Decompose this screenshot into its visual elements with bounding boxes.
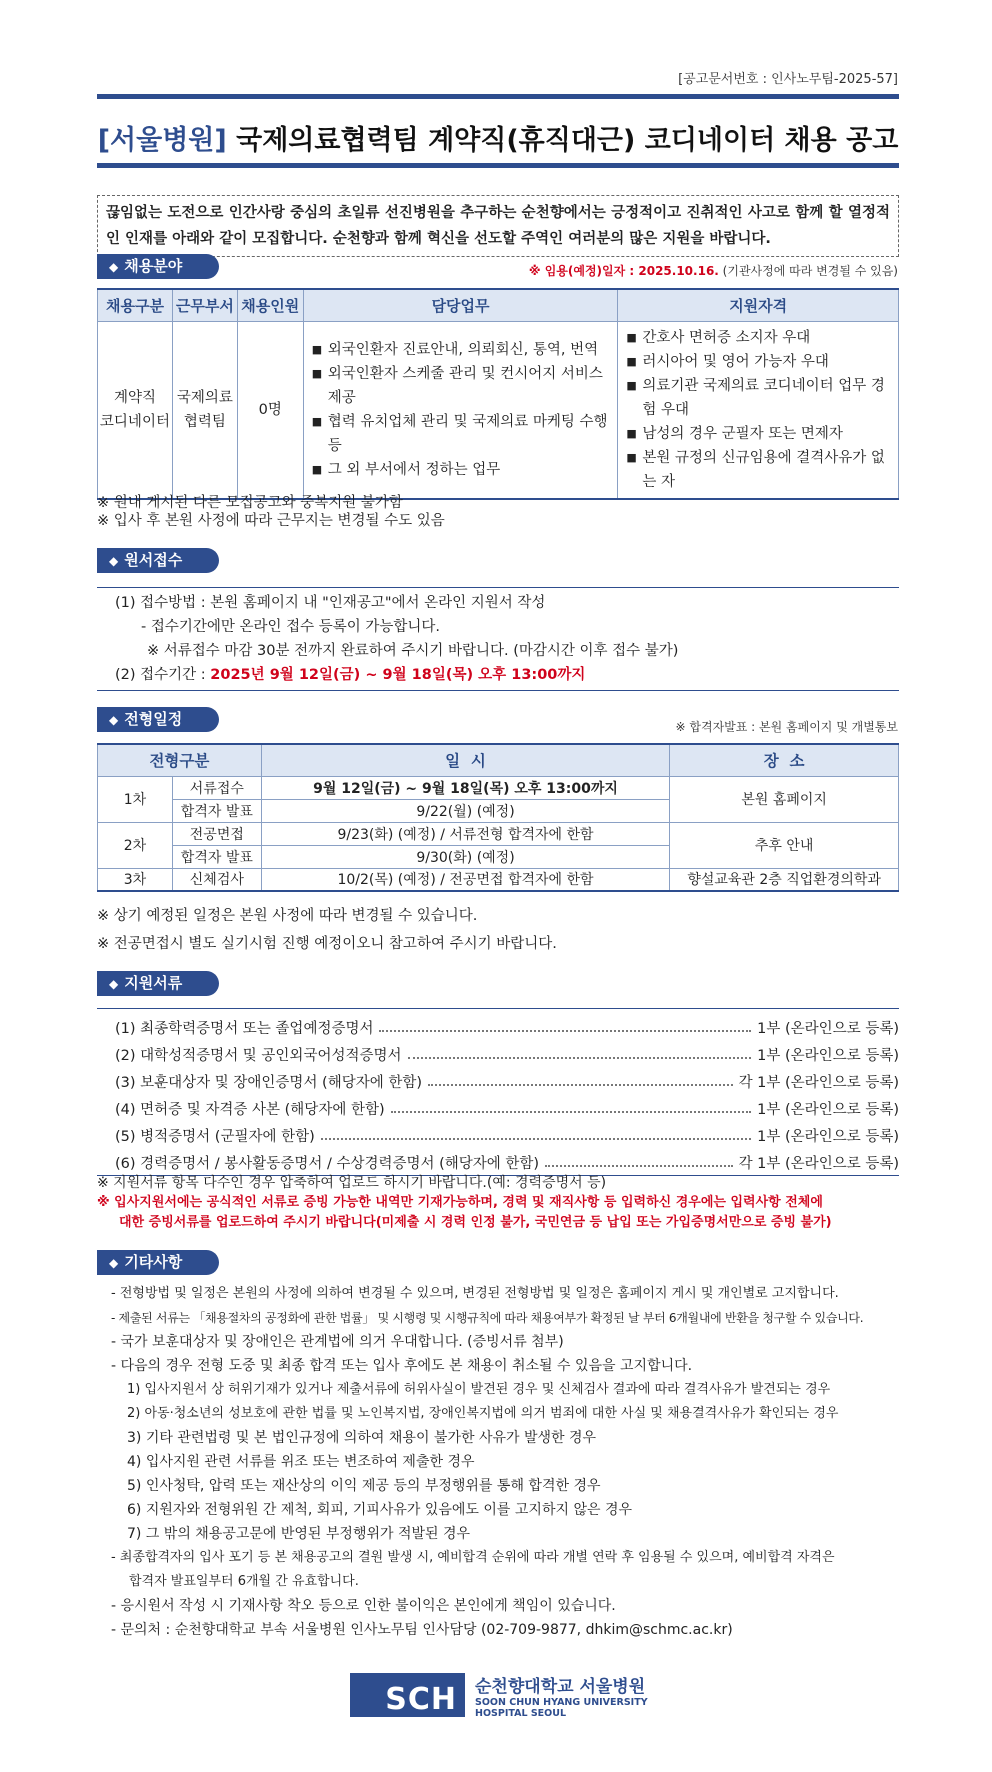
doc-qty: 각 1부 (온라인으로 등록) <box>738 1075 899 1091</box>
dept-line: 협력팀 <box>183 413 226 430</box>
list-item <box>97 1146 899 1173</box>
list-item <box>97 1092 899 1119</box>
etc-list <box>97 1282 907 1642</box>
section-label: 전형일정 <box>124 710 183 728</box>
list-item <box>97 1011 899 1038</box>
intro-box: 끊임없는 도전으로 인간사랑 중심의 초일류 선진병원을 추구하는 순천향에서는 긍정적이고 진취적인 사고로 함께 할 열정적인 인재를 아래와 같이 모집합니다. 순천향과 함께 혁신을 선도할 주역인 여러분의 많은 지원을 바랍니다. <box>97 195 899 257</box>
list-item: - 전형방법 및 일정은 본원의 사정에 의하여 변경될 수 있으며, 변경된 전형방법 및 일정은 홈페이지 게시 및 개인별로 고지합니다. <box>111 1286 839 1301</box>
section-tab-field <box>97 254 219 279</box>
list-item: 5) 인사청탁, 압력 또는 재산상의 이익 제공 등의 부정행위를 통해 합격한 경우 <box>127 1478 601 1494</box>
title-bottom-rule <box>97 163 899 168</box>
logo-text <box>475 1672 648 1719</box>
list-item: ■ 간호사 면허증 소지자 우대 <box>624 326 892 350</box>
list-item: 2) 아동·청소년의 성보호에 관한 법률 및 노인복지법, 장애인복지법에 의거 범죄에 대한 사실 및 채용결격사유가 확인되는 경우 <box>127 1406 839 1421</box>
list-item <box>97 1119 899 1146</box>
announcement-note: ※ 합격자발표 : 본원 홈페이지 및 개별통보 <box>675 720 898 734</box>
dot-leader <box>545 1165 733 1167</box>
doc-qty: 1부 (온라인으로 등록) <box>757 1129 899 1145</box>
section-tab-schedule <box>97 707 219 732</box>
title-text: 국제의료협력팀 계약직(휴직대근) 코디네이터 채용 공고 <box>226 125 899 156</box>
apply-deadline-note: ※ 서류접수 마감 30분 전까지 완료하여 주시기 바랍니다. (마감시간 이후 접수 불가) <box>147 643 679 659</box>
header-stage: 전형구분 <box>98 744 262 776</box>
header-qualifications: 지원자격 <box>618 289 899 321</box>
table-header-row <box>98 744 899 776</box>
note-line: ※ 전공면접시 별도 실기시험 진행 예정이오니 참고하여 주시기 바랍니다. <box>97 936 557 952</box>
logo-korean: 순천향대학교 서울병원 <box>475 1676 646 1697</box>
doc-label: (1) 최종학력증명서 또는 졸업예정증명서 <box>115 1021 374 1037</box>
title-top-rule <box>97 94 899 99</box>
table-row <box>98 822 899 845</box>
dot-leader <box>408 1057 752 1059</box>
list-item: 6) 지원자와 전형위원 간 제척, 회피, 기피사유가 있음에도 이를 고지하지 않은 경우 <box>127 1502 632 1518</box>
title-hospital: [서울병원] <box>97 125 227 156</box>
note-line: ※ 원내 게시된 다른 모집공고와 중복지원 불가함 <box>97 495 403 511</box>
dept-line: 국제의료 <box>176 389 233 406</box>
section-tab-apply <box>97 548 219 573</box>
list-item: ■ 본원 규정의 신규임용에 결격사유가 없는 자 <box>624 446 892 494</box>
stage-3: 3차 <box>98 868 173 891</box>
header-datetime: 일 시 <box>261 744 669 776</box>
list-item: ■ 외국인환자 진료안내, 의뢰회신, 통역, 번역 <box>310 338 612 362</box>
section-label: 기타사항 <box>124 1253 183 1271</box>
step-cell: 합격자 발표 <box>172 845 261 868</box>
dot-leader <box>428 1084 733 1086</box>
date-cell: 9/23(화) (예정) / 서류전형 합격자에 한함 <box>261 822 669 845</box>
field-table <box>97 288 899 500</box>
header-duties: 담당업무 <box>303 289 618 321</box>
note-line: ※ 입사 후 본원 사정에 따라 근무지는 변경될 수도 있음 <box>97 513 445 529</box>
list-item: - 응시원서 작성 시 기재사항 착오 등으로 인한 불이익은 본인에게 책임이 있습니다. <box>111 1598 616 1614</box>
step-cell: 서류접수 <box>172 776 261 799</box>
apply-period <box>115 663 899 687</box>
section-label: 원서접수 <box>124 551 183 569</box>
cell-qualifications <box>618 321 899 499</box>
apply-period-note: - 접수기간에만 온라인 접수 등록이 가능합니다. <box>141 619 441 635</box>
section-tab-etc <box>97 1250 219 1275</box>
doc-label: (6) 경력증명서 / 봉사활동증명서 / 수상경력증명서 (해당자에 한함) <box>115 1156 540 1172</box>
date-cell: 9/22(월) (예정) <box>261 799 669 822</box>
diamond-icon: ◆ <box>109 713 119 727</box>
doc-qty: 1부 (온라인으로 등록) <box>757 1021 899 1037</box>
doc-label: (5) 병적증명서 (군필자에 한함) <box>115 1129 315 1145</box>
list-item: ■ 그 외 부서에서 정하는 업무 <box>310 458 612 482</box>
apply-period-label: (2) 접수기간 : <box>115 667 211 683</box>
apply-period-value: 2025년 9월 12일(금) ~ 9월 18일(목) 오후 13:00까지 <box>210 667 586 683</box>
date-cell: 9/30(화) (예정) <box>261 845 669 868</box>
list-item: 합격자 발표일부터 6개월 간 유효합니다. <box>129 1574 359 1589</box>
section-label: 채용분야 <box>124 257 183 275</box>
list-item <box>97 1038 899 1065</box>
schedule-table <box>97 743 899 892</box>
schedule-notes <box>97 902 557 958</box>
header-type: 채용구분 <box>98 289 173 321</box>
type-line: 계약직 <box>113 389 156 406</box>
field-notes <box>97 494 445 530</box>
appointment-date-remark: (기관사정에 따라 변경될 수 있음) <box>718 264 898 278</box>
appointment-date-note <box>529 262 898 279</box>
contact-line: - 문의처 : 순천향대학교 부속 서울병원 인사노무팀 인사담당 (02-709-9877, dhkim@schmc.ac.kr) <box>111 1622 733 1638</box>
header-count: 채용인원 <box>237 289 303 321</box>
diamond-icon: ◆ <box>109 260 119 274</box>
docs-list <box>97 1008 899 1176</box>
apply-box <box>97 587 899 691</box>
section-tab-docs <box>97 971 219 996</box>
doc-qty: 1부 (온라인으로 등록) <box>757 1048 899 1064</box>
doc-label: (2) 대학성적증명서 및 공인외국어성적증명서 <box>115 1048 402 1064</box>
cell-count: 0명 <box>237 321 303 499</box>
header-place: 장 소 <box>670 744 899 776</box>
page-title <box>97 118 899 157</box>
sch-logo-mark: SCH <box>350 1673 465 1717</box>
place-cell: 향설교육관 2층 직업환경의학과 <box>670 868 899 891</box>
cell-dept <box>172 321 237 499</box>
list-item: ■ 러시아어 및 영어 가능자 우대 <box>624 350 892 374</box>
list-item: ■ 협력 유치업체 관리 및 국제의료 마케팅 수행 등 <box>310 410 612 458</box>
apply-method: (1) 접수방법 : 본원 홈페이지 내 "인재공고"에서 온라인 지원서 작성 <box>115 595 546 611</box>
doc-qty: 각 1부 (온라인으로 등록) <box>738 1156 899 1172</box>
list-item: ■ 남성의 경우 군필자 또는 면제자 <box>624 422 892 446</box>
doc-label: (4) 면허증 및 자격증 사본 (해당자에 한함) <box>115 1102 385 1118</box>
logo-english: HOSPITAL SEOUL <box>475 1707 566 1719</box>
list-item: 7) 그 밖의 채용공고문에 반영된 부정행위가 적발된 경우 <box>127 1526 471 1542</box>
doc-qty: 1부 (온라인으로 등록) <box>757 1102 899 1118</box>
step-cell: 신체검사 <box>172 868 261 891</box>
hospital-logo <box>350 1670 648 1720</box>
place-cell: 본원 홈페이지 <box>670 776 899 822</box>
list-item: ■ 외국인환자 스케줄 관리 및 컨시어지 서비스 제공 <box>310 362 612 410</box>
list-item: 3) 기타 관련법령 및 본 법인규정에 의하여 채용이 불가한 사유가 발생한 경우 <box>127 1430 597 1446</box>
note-line-warning: 대한 증빙서류를 업로드하여 주시기 바랍니다(미제출 시 경력 인정 불가, 국민연금 등 납입 또는 가입증명서만으로 증빙 불가) <box>119 1215 832 1230</box>
doc-label: (3) 보훈대상자 및 장애인증명서 (해당자에 한함) <box>115 1075 423 1091</box>
duties-list <box>304 334 618 486</box>
docs-notes <box>97 1173 907 1233</box>
document-number: [공고문서번호 : 인사노무팀-2025-57] <box>678 72 898 87</box>
appointment-date: ※ 임용(예정)일자 : 2025.10.16. <box>528 264 719 278</box>
dot-leader <box>391 1111 752 1113</box>
list-item: 1) 입사지원서 상 허위기재가 있거나 제출서류에 허위사실이 발견된 경우 및 신체검사 결과에 따라 결격사유가 발견되는 경우 <box>127 1382 831 1397</box>
diamond-icon: ◆ <box>109 1256 119 1270</box>
list-item: - 국가 보훈대상자 및 장애인은 관계법에 의거 우대합니다. (증빙서류 첨부) <box>111 1334 564 1350</box>
place-cell: 추후 안내 <box>670 822 899 868</box>
list-item: - 최종합격자의 입사 포기 등 본 채용공고의 결원 발생 시, 예비합격 순위에 따라 개별 연락 후 임용될 수 있으며, 예비합격 자격은 <box>111 1550 835 1565</box>
header-dept: 근무부서 <box>172 289 237 321</box>
diamond-icon: ◆ <box>109 977 119 991</box>
qualifications-list <box>618 322 898 498</box>
list-item: 4) 입사지원 관련 서류를 위조 또는 변조하여 제출한 경우 <box>127 1454 475 1470</box>
date-cell: 10/2(목) (예정) / 전공면접 합격자에 한함 <box>261 868 669 891</box>
cell-type <box>98 321 173 499</box>
step-cell: 전공면접 <box>172 822 261 845</box>
cell-duties <box>303 321 618 499</box>
dot-leader <box>379 1030 751 1032</box>
date-cell: 9월 12일(금) ~ 9월 18일(목) 오후 13:00까지 <box>261 776 669 799</box>
note-line: ※ 지원서류 항목 다수인 경우 압축하여 업로드 하시기 바랍니다.(예: 경력증명서 등) <box>97 1175 607 1191</box>
note-line: ※ 상기 예정된 일정은 본원 사정에 따라 변경될 수 있습니다. <box>97 908 478 924</box>
table-row <box>98 321 899 499</box>
type-line: 코디네이터 <box>99 413 170 430</box>
list-item: - 다음의 경우 전형 도중 및 최종 합격 또는 입사 후에도 본 채용이 취소될 수 있음을 고지합니다. <box>111 1358 693 1374</box>
note-line-warning: ※ 입사지원서에는 공식적인 서류로 증빙 가능한 내역만 기재가능하며, 경력 및 재직사항 등 입력하신 경우에는 입력사항 전체에 <box>97 1195 823 1210</box>
table-header-row <box>98 289 899 321</box>
diamond-icon: ◆ <box>109 554 119 568</box>
list-item: ■ 의료기관 국제의료 코디네이터 업무 경험 우대 <box>624 374 892 422</box>
step-cell: 합격자 발표 <box>172 799 261 822</box>
stage-1: 1차 <box>98 776 173 822</box>
list-item: - 제출된 서류는 「채용절차의 공정화에 관한 법률」 및 시행령 및 시행규칙에 따라 채용여부가 확정된 날 부터 6개월내에 반환을 청구할 수 있습니다. <box>111 1311 864 1325</box>
logo-english: SOON CHUN HYANG UNIVERSITY <box>475 1696 648 1708</box>
table-row <box>98 868 899 891</box>
list-item <box>97 1065 899 1092</box>
dot-leader <box>321 1138 751 1140</box>
section-label: 지원서류 <box>124 974 183 992</box>
stage-2: 2차 <box>98 822 173 868</box>
table-row <box>98 776 899 799</box>
